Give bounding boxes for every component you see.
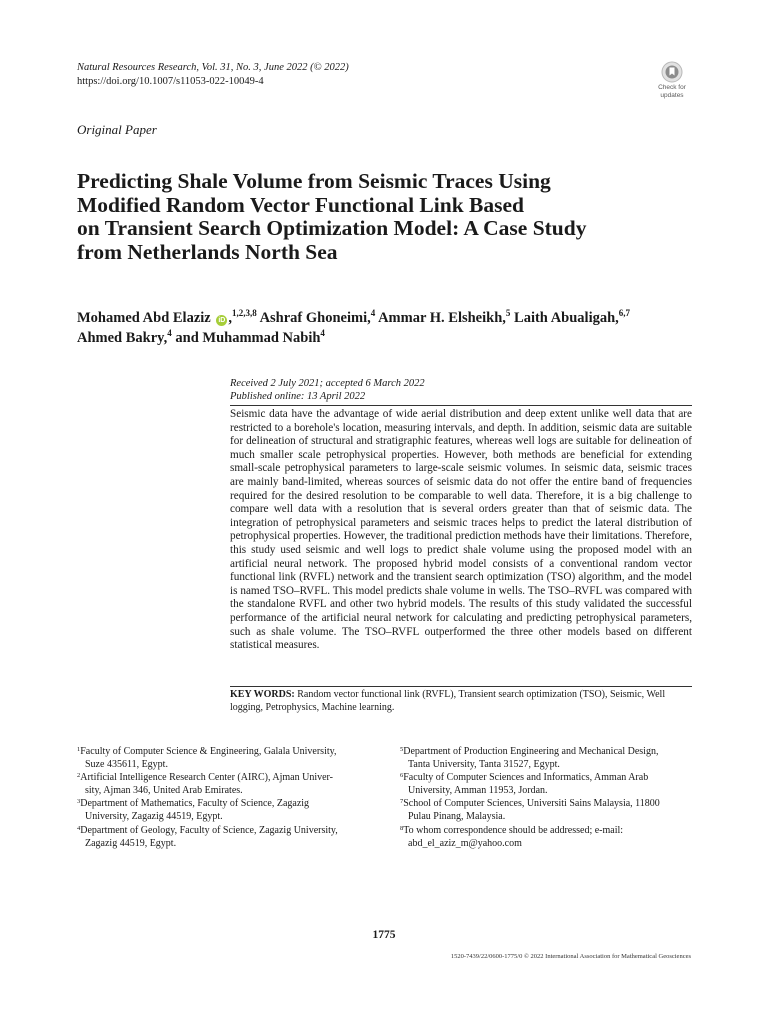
- title-line: on Transient Search Optimization Model: A Case Study: [77, 216, 587, 240]
- affiliation-text: University, Zagazig 44519, Egypt.: [85, 811, 223, 823]
- title-line: from Netherlands North Sea: [77, 239, 338, 264]
- affiliation-number: 6: [400, 772, 404, 780]
- author-name: and Muhammad Nabih: [175, 330, 321, 346]
- affiliation-text: Artificial Intelligence Research Center (AIRC), Ajman Univer-: [80, 772, 334, 784]
- bookmark-icon: [661, 61, 683, 83]
- check-for-updates-badge[interactable]: [656, 61, 688, 99]
- correspondence-email[interactable]: abd_el_aziz_m@yahoo.com: [408, 837, 522, 849]
- affiliation-text: School of Computer Sciences, Universiti Sains Malaysia, 11800: [403, 798, 660, 810]
- check-for-updates-line2: updates: [660, 92, 684, 99]
- keywords: [230, 689, 692, 714]
- author-line: Mohamed Abd Elaziz iD ,$^{1,2,3,8}$ Ashraf Ghoneimi,$^4$ Ammar H. Elsheikh,$^5$ Laith Abualigah,$^{6,7}$: [77, 308, 631, 326]
- affiliation-number: 4: [77, 824, 81, 832]
- affiliation-text: sity, Ajman 346, United Arab Emirates.: [85, 785, 243, 797]
- author-affiliation-sup: 4: [167, 328, 172, 338]
- affiliation-text: Department of Production Engineering and Mechanical Design,: [403, 746, 659, 757]
- abstract-top-rule: [230, 405, 692, 406]
- affiliation-number: 2: [77, 772, 81, 780]
- affiliations-right: [400, 745, 692, 850]
- orcid-icon[interactable]: iD: [218, 317, 226, 324]
- affiliation-item: [400, 797, 692, 823]
- page-number: 1775: [372, 929, 396, 941]
- title-line: Predicting Shale Volume from Seismic Traces Using: [77, 169, 551, 193]
- doi-link[interactable]: https://doi.org/10.1007/s11053-022-10049-4: [77, 75, 264, 87]
- affiliation-text: Zagazig 44519, Egypt.: [85, 837, 177, 849]
- author-affiliation-sup: 4: [320, 328, 325, 338]
- affiliation-text: To whom correspondence should be addressed; e-mail:: [403, 824, 624, 836]
- affiliation-item: [400, 745, 692, 771]
- author-affiliation-sup: 6,7: [618, 308, 631, 318]
- affiliation-item: [400, 771, 692, 797]
- check-for-updates-line1: Check for: [658, 84, 686, 91]
- author-name: Ahmed Bakry,: [77, 330, 168, 346]
- keywords-label: KEY WORDS:: [230, 689, 295, 700]
- affiliation-item: [77, 797, 377, 823]
- abstract: Seismic data have the advantage of wide aerial distribution and deep extent unlike well data that are restricted to a borehole's location, measuring intervals, and depth. In addition, seismic data are suitable for delineation of structural and stratigraphic features, whereas well logs are suitable for delineation of much smaller scale petrophysical properties. However, both methods are beneficial for extending small-scale petrophysical parameters to large-scale seismic volumes. In seismic data, seismic traces are mainly band-limited, whereas sources of seismic data do not offer the entire band of frequencies required for the desired resolution to be comparable to well data. Therefore, it is a big challenge to compare well data with a resolution that is several orders greater than that of seismic data. The integration of petrophysical parameters and seismic traces helps to predict the lateral distribution of petrophysical properties. However, the traditional prediction methods have their limitations. Therefore, this study used seismic and well logs to predict shale volume using the proposed model with an artificial neural network. The proposed hybrid model consists of a conventional random vector functional link (RVFL) network and the transient search optimization (TSO) algorithm, and the model is named TSO–RVFL. This model predicts shale volume in wells. The TSO–RVFL was compared with the standalone RVFL and other two hybrid models. The results of this study validated the successful performance of the artificial neural network for calculating and predicting petrophysical parameters, such as shale volume. The TSO–RVFL outperformed the three other models based on different statistical measures.: [230, 408, 692, 652]
- affiliation-number: 1: [77, 746, 81, 753]
- affiliation-number: 5: [400, 746, 404, 753]
- paper-title: [77, 170, 697, 264]
- affiliation-text: Suze 435611, Egypt.: [85, 759, 168, 771]
- author-name: Ashraf Ghoneimi,: [259, 310, 371, 326]
- author-affiliation-sup: 1,2,3,8: [231, 308, 257, 318]
- journal-header: [77, 61, 349, 88]
- published-date: Published online: 13 April 2022: [230, 390, 366, 402]
- article-type: Original Paper: [77, 122, 157, 137]
- journal-citation: Natural Resources Research, Vol. 31, No. 3, June 2022 (© 2022): [77, 62, 349, 73]
- abstract-bottom-rule: [230, 686, 692, 687]
- affiliation-text: Tanta University, Tanta 31527, Egypt.: [408, 759, 560, 771]
- title-line: Modified Random Vector Functional Link Based: [77, 192, 524, 217]
- author-line: [77, 328, 717, 348]
- affiliation-text: Faculty of Computer Sciences and Informatics, Amman Arab: [403, 772, 649, 784]
- affiliation-text: Pulau Pinang, Malaysia.: [408, 811, 506, 823]
- author-affiliation-sup: 4: [370, 308, 376, 318]
- affiliation-item: [77, 745, 377, 771]
- affiliation-number: 7: [400, 798, 404, 806]
- author-affiliation-sup: 5: [505, 308, 511, 318]
- affiliation-item: [77, 771, 377, 797]
- author-name: Mohamed Abd Elaziz: [77, 310, 211, 326]
- author-list: [77, 308, 717, 348]
- affiliation-number: 8: [400, 824, 404, 832]
- affiliations-left: [77, 745, 377, 850]
- copyright-line: 1520-7439/22/0600-1775/0 © 2022 International Association for Mathematical Geosciences: [450, 953, 691, 960]
- keywords-text: Random vector functional link (RVFL), Transient search optimization (TSO), Seismic, Well logging, Petrophysics, Machine learning.: [230, 689, 666, 713]
- affiliation-item: [77, 824, 377, 850]
- received-date: Received 2 July 2021; accepted 6 March 2022: [230, 378, 425, 389]
- affiliation-text: Department of Geology, Faculty of Science, Zagazig University,: [80, 824, 338, 836]
- author-name: Ammar H. Elsheikh,: [378, 310, 506, 326]
- publication-dates: [230, 378, 425, 403]
- author-name: Laith Abualigah,: [514, 310, 619, 326]
- affiliation-item: [400, 824, 692, 850]
- affiliation-text: Faculty of Computer Science & Engineering, Galala University,: [80, 746, 337, 757]
- affiliation-text: Department of Mathematics, Faculty of Science, Zagazig: [80, 798, 310, 810]
- affiliation-text: University, Amman 11953, Jordan.: [408, 785, 548, 797]
- affiliation-number: 3: [77, 798, 81, 806]
